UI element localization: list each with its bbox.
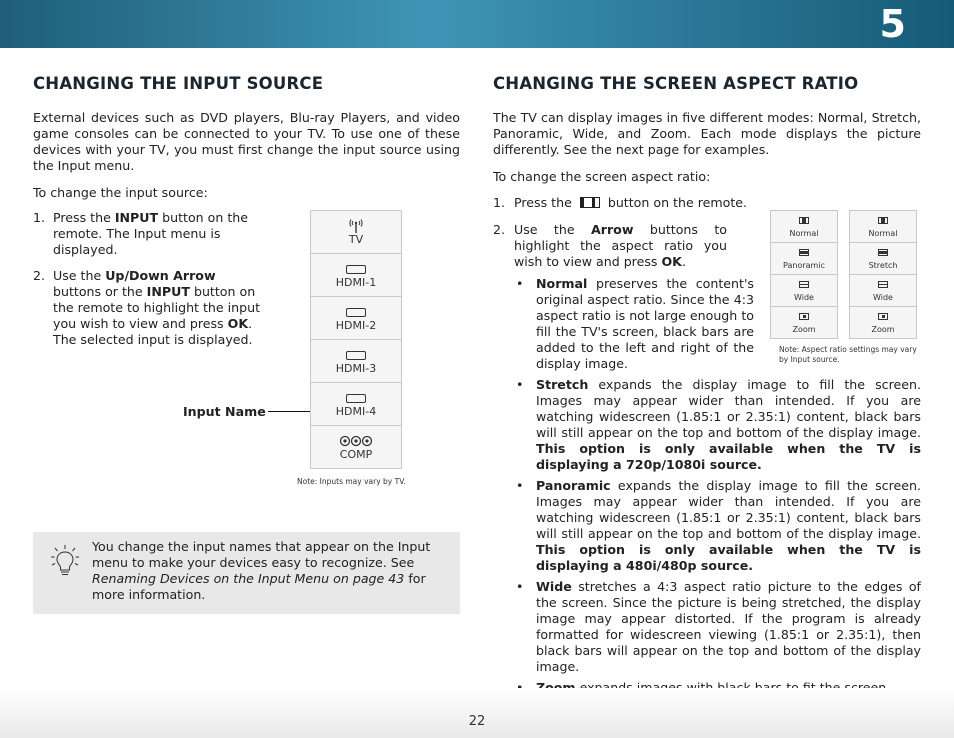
input-menu [310, 210, 402, 469]
aspect-panoramic-icon [799, 249, 809, 256]
bullet-normal: Normal preserves the content's original aspect ratio. Since the 4:3 aspect ratio is not large enough to fill the TV's screen, black bars are added to the left and right of the display image. [536, 276, 754, 371]
bullet-wide: Wide stretches a 4:3 aspect ratio picture to the edges of the screen. Since the picture is being stretched, the display image may appear distorted. If the program is already formatted for widescreen viewing (1.85:1 or 2.35:1), then black bars will appear on the top and bottom of the display image. [536, 579, 921, 674]
input-menu-label: HDMI-1 [335, 276, 377, 289]
wide-button-icon [580, 197, 600, 208]
aspect-ratio-intro: The TV can display images in five different modes: Normal, Stretch, Panoramic, Wide, and Zoom. Each mode displays the picture differently. See the next page for examples. [493, 110, 921, 157]
aspect-label: Stretch [868, 261, 898, 270]
hdmi-icon [311, 391, 401, 405]
aspect-wide-icon [878, 281, 888, 288]
step-1-number: 1. [493, 195, 506, 210]
aspect-menu-b [849, 210, 917, 339]
aspect-label: Wide [794, 293, 814, 302]
aspect-option-wide[interactable] [771, 275, 837, 307]
chapter-number: 5 [879, 2, 906, 46]
aspect-label: Panoramic [783, 261, 825, 270]
bullet-dot: • [516, 478, 524, 493]
input-step-1: Press the INPUT button on the remote. The Input menu is displayed. [53, 210, 249, 257]
aspect-normal-icon [878, 217, 888, 224]
aspect-label: Zoom [792, 325, 816, 334]
aspect-option-zoom[interactable] [850, 307, 916, 338]
aspect-option-normal[interactable] [850, 211, 916, 243]
input-menu-item-tv[interactable] [311, 211, 401, 254]
input-menu-label: HDMI-2 [335, 319, 377, 332]
aspect-ratio-heading: CHANGING THE SCREEN ASPECT RATIO [493, 74, 859, 93]
aspect-step-2: Use the Arrow buttons to highlight the aspect ratio you wish to view and press OK. [514, 222, 728, 269]
aspect-label: Normal [789, 229, 819, 238]
bullet-dot: • [516, 276, 524, 291]
aspect-option-zoom[interactable] [771, 307, 837, 338]
hdmi-icon [311, 262, 401, 276]
input-menu-label: HDMI-4 [335, 405, 377, 418]
input-source-heading: CHANGING THE INPUT SOURCE [33, 74, 324, 93]
aspect-ratio-lead: To change the screen aspect ratio: [493, 169, 711, 184]
aspect-stretch-icon [878, 249, 888, 256]
input-step-2: Use the Up/Down Arrow buttons or the INPUT button on the remote to highlight the input you wish to view and press OK. The selected input is displayed. [53, 268, 261, 347]
aspect-zoom-icon [878, 313, 888, 320]
input-name-callout: Input Name [183, 404, 266, 419]
chapter-header-bar [0, 0, 954, 48]
step-2-number: 2. [493, 222, 506, 237]
aspect-option-panoramic[interactable] [771, 243, 837, 275]
hdmi-icon [311, 305, 401, 319]
bullet-panoramic: Panoramic expands the display image to fill the screen. Images may appear wider than intended. If you are watching widescreen (1.85:1 or 2.35:1) content, black bars will still appear on the top and bottom of the display image. This option is only available when the TV is displaying a 480i/480p source. [536, 478, 921, 573]
step-1-number: 1. [33, 210, 46, 225]
aspect-zoom-icon [799, 313, 809, 320]
inputs-note: Note: Inputs may vary by TV. [297, 477, 406, 486]
lightbulb-icon [50, 544, 80, 582]
bullet-dot: • [516, 579, 524, 594]
input-menu-item-hdmi-2[interactable] [311, 297, 401, 340]
antenna-icon [311, 219, 401, 233]
bullet-dot: • [516, 377, 524, 392]
input-menu-item-hdmi-1[interactable] [311, 254, 401, 297]
component-icon [311, 434, 401, 448]
input-source-lead: To change the input source: [33, 185, 208, 200]
input-menu-label: COMP [339, 448, 373, 461]
input-menu-item-hdmi-4[interactable] [311, 383, 401, 426]
input-menu-item-hdmi-3[interactable] [311, 340, 401, 383]
page-footer [0, 688, 954, 738]
aspect-note: Note: Aspect ratio settings may vary by Input source. [779, 345, 917, 364]
bullet-stretch: Stretch expands the display image to fill the screen. Images may appear wider than intended. If you are watching widescreen (1.85:1 or 2.35:1) content, black bars will still appear on the top and bottom of the display image. This option is only available when the TV is displaying a 720p/1080i source. [536, 377, 921, 472]
aspect-label: Zoom [871, 325, 895, 334]
aspect-normal-icon [799, 217, 809, 224]
hdmi-icon [311, 348, 401, 362]
input-source-intro: External devices such as DVD players, Blu-ray Players, and video game consoles can be connected to your TV. To use one of these devices with your TV, you must first change the input source using the Input menu. [33, 110, 460, 173]
aspect-label: Wide [873, 293, 893, 302]
aspect-option-normal[interactable] [771, 211, 837, 243]
page-number: 22 [468, 714, 486, 729]
aspect-step-1: Press the button on the remote. [514, 195, 748, 210]
input-menu-item-comp[interactable] [311, 426, 401, 468]
aspect-label: Normal [868, 229, 898, 238]
aspect-wide-icon [799, 281, 809, 288]
step-2-number: 2. [33, 268, 46, 283]
tip-box [33, 532, 460, 614]
input-menu-label: TV [348, 233, 364, 246]
aspect-option-stretch[interactable] [850, 243, 916, 275]
aspect-option-wide[interactable] [850, 275, 916, 307]
input-menu-label: HDMI-3 [335, 362, 377, 375]
tip-text: You change the input names that appear on the Input menu to make your devices easy to recognize. See Renaming Devices on the Input Menu on page 43 for more information. [92, 539, 431, 602]
aspect-menu-a [770, 210, 838, 339]
